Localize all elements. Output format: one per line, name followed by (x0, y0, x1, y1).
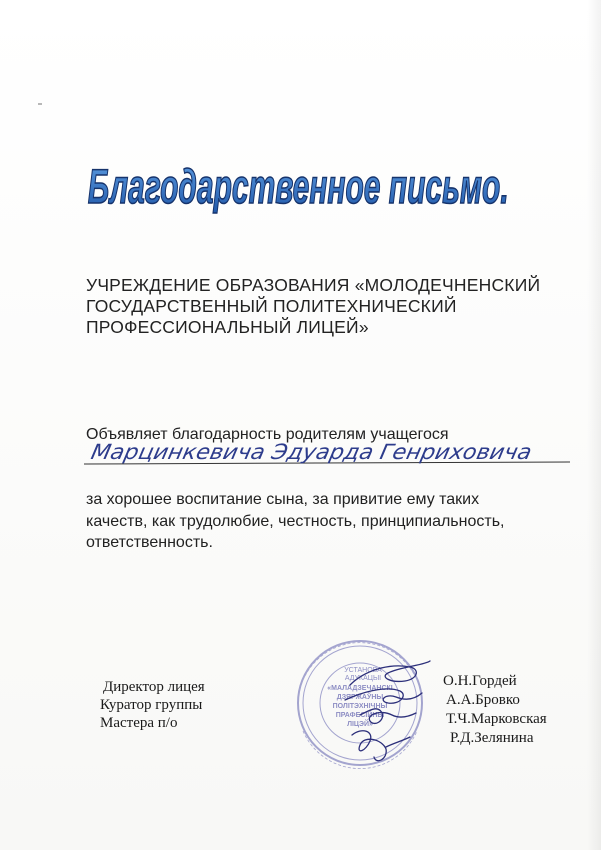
name-director: О.Н.Гордей (443, 673, 517, 689)
page-edge-shadow (587, 0, 601, 850)
stamp-text: ПОЛІТЭХНІЧНЫ (332, 703, 388, 710)
stamp-text: ДЗЯРЖАЎНЫ (336, 694, 384, 701)
institution-name (86, 275, 566, 338)
student-name-handwritten: Марцинкевича Эдуарда Генриховича (88, 440, 507, 465)
letter-title-text: Благодарственное письмо. (87, 160, 509, 215)
institution-line: ГОСУДАРСТВЕННЫЙ ПОЛИТЕХНИЧЕСКИЙ (86, 296, 457, 316)
signatory-roles (100, 678, 205, 732)
reason-line: качеств, как трудолюбие, честность, принципиальность, (86, 512, 505, 530)
signature-master-2 (352, 731, 410, 761)
signature-director (350, 661, 430, 685)
signatory-names (440, 672, 547, 748)
letter-title (82, 152, 522, 216)
announcement-text: Объявляет благодарность родителям учащегося (86, 426, 449, 443)
signature-curator (345, 689, 422, 703)
role-masters: Мастера п/о (100, 715, 178, 731)
institution-line: УЧРЕЖДЕНИЕ ОБРАЗОВАНИЯ «МОЛОДЕЧНЕНСКИЙ (86, 275, 541, 295)
stamp-text: УСТАНОВА (344, 667, 382, 674)
reason-line: ответственность. (86, 534, 213, 551)
stamp-text: ПРАФЕСІЙНЫ (335, 712, 385, 719)
stamp-text: «МАЛАДЗЕЧАНСКІ (327, 685, 393, 692)
gratitude-reason (86, 489, 556, 554)
name-curator: А.А.Бровко (446, 692, 520, 708)
handwritten-signatures (330, 655, 440, 770)
name-master-1: Т.Ч.Марковская (446, 711, 547, 727)
signature-master-1 (360, 709, 416, 724)
institution-line: ПРОФЕССИОНАЛЬНЫЙ ЛИЦЕЙ» (86, 317, 369, 337)
student-name-line (84, 440, 574, 472)
role-director: Директор лицея (103, 679, 205, 695)
stamp-text: АДУКАЦЫІ (344, 675, 382, 682)
role-curator: Куратор группы (100, 697, 203, 713)
stamp-text: ЛІЦЭЙ» (347, 721, 373, 728)
name-master-2: Р.Д.Зелянина (450, 730, 534, 746)
scan-speck (38, 103, 42, 105)
reason-line: за хорошее воспитание сына, за привитие ему таких (86, 491, 480, 508)
